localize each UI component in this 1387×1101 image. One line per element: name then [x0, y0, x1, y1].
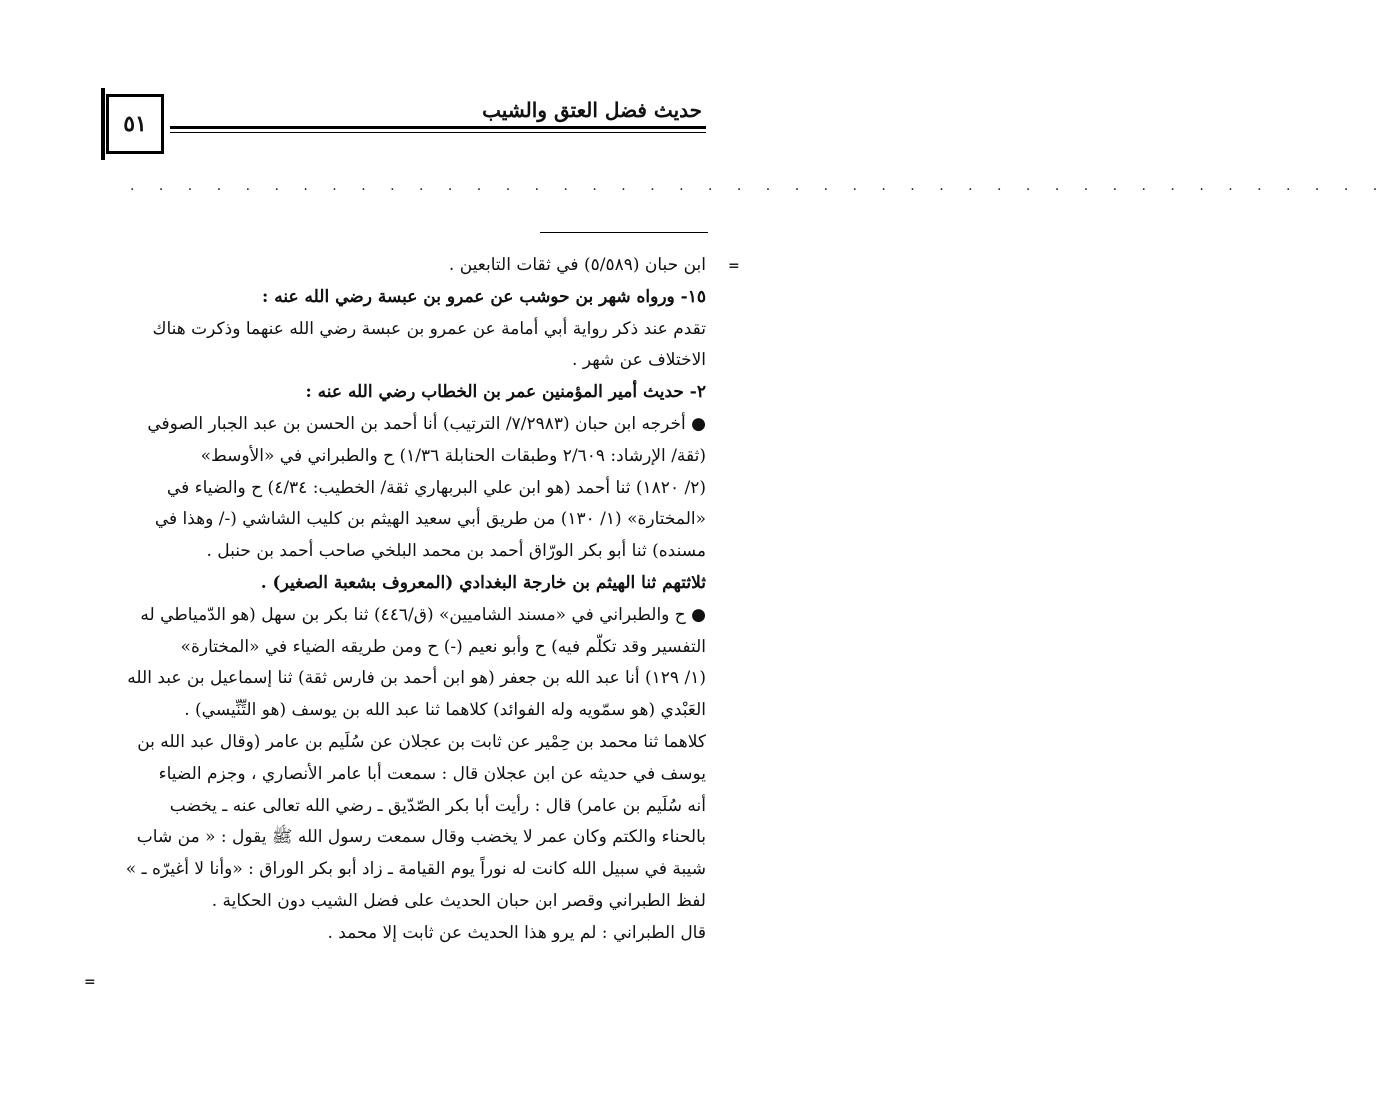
- text-line: (٢/ ١٨٢٠) ثنا أحمد (هو ابن علي البربهاري ثقة/ الخطيب: ٤/٣٤) ح والضياء في: [166, 477, 706, 498]
- running-title: حديث فضل العتق والشيب: [482, 98, 702, 122]
- text-line: تقدم عند ذكر رواية أبي أمامة عن عمرو بن عبسة رضي الله عنهما وذكرت هناك: [152, 318, 706, 339]
- text-line: شيبة في سبيل الله كانت له نوراً يوم القيامة ـ زاد أبو بكر الوراق : «وأنا لا أغيرّه ـ »: [125, 859, 706, 880]
- text-line: ● أخرجه ابن حبان (٧/٢٩٨٣/ الترتيب) أنا أحمد بن الحسن بن عبد الجبار الصوفي: [147, 413, 706, 434]
- text-line: ١٥- ورواه شهر بن حوشب عن عمرو بن عبسة رضي الله عنه :: [262, 286, 706, 307]
- text-line: ابن حبان (٥/٥٨٩) في ثقات التابعين .: [448, 255, 706, 275]
- text-line: كلاهما ثنا محمد بن حِمْير عن ثابت بن عجلان عن سُلَيم بن عامر (وقال عبد الله بن: [137, 731, 706, 752]
- text-line: لفظ الطبراني وقصر ابن حبان الحديث على فضل الشيب دون الحكاية .: [211, 890, 706, 911]
- margin-mark-bottom: =: [84, 974, 96, 990]
- header-rule-thin: [170, 132, 706, 133]
- footnote-rule: [540, 232, 708, 233]
- text-line: أنه سُلَيم بن عامر) قال : رأيت أبا بكر الصّدّيق ـ رضي الله تعالى عنه ـ يخضب: [169, 795, 706, 816]
- text-line: التفسير وقد تكلّم فيه) ح وأبو نعيم (-) ح ومن طريقه الضياء في «المختارة»: [180, 636, 706, 657]
- page-header: [98, 88, 708, 168]
- dotted-separator: . . . . . . . . . . . . . . . . . . . . . . . . . . . . . . . . . . . . . . . . . . . .: [130, 178, 1387, 194]
- text-line: الاختلاف عن شهر .: [572, 350, 706, 371]
- text-line: ثلاثتهم ثنا الهيثم بن خارجة البغدادي (المعروف بشعبة الصغير) .: [260, 572, 706, 593]
- text-line: العَبْدي (هو سمّويه وله الفوائد) كلاهما ثنا عبد الله بن يوسف (هو التِّنِّيسي) .: [184, 700, 706, 721]
- text-line: (١/ ١٢٩) أنا عبد الله بن جعفر (هو ابن أحمد بن فارس ثقة) ثنا إسماعيل بن عبد الله: [127, 668, 706, 689]
- text-line: قال الطبراني : لم يرو هذا الحديث عن ثابت إلا محمد .: [327, 922, 706, 943]
- text-line: ٢- حديث أمير المؤمنين عمر بن الخطاب رضي الله عنه :: [305, 382, 706, 403]
- text-line: بالحناء والكتم وكان عمر لا يخضب وقال سمعت رسول الله ﷺ يقول : « من شاب: [136, 827, 706, 848]
- header-rule-thick: [170, 126, 706, 129]
- text-line: مسنده) ثنا أبو بكر الورّاق أحمد بن محمد البلخي صاحب أحمد بن حنبل .: [206, 541, 706, 562]
- page-number: ٥١: [106, 94, 164, 154]
- body-text: [66, 250, 706, 950]
- text-line: (ثقة/ الإرشاد: ٢/٦٠٩ وطبقات الحنابلة ١/٣٦) ح والطبراني في «الأوسط»: [200, 445, 706, 466]
- text-line: يوسف في حديثه عن ابن عجلان قال : سمعت أبا عامر الأنصاري ، وجزم الضياء: [158, 763, 706, 784]
- margin-mark-top: =: [728, 258, 740, 274]
- text-line: ● ح والطبراني في «مسند الشاميين» (ق/٤٤٦) ثنا بكر بن سهل (هو الدّمياطي له: [140, 604, 706, 625]
- text-line: «المختارة» (١/ ١٣٠) من طريق أبي سعيد الهيثم بن كليب الشاشي (-/ وهذا في: [154, 509, 706, 530]
